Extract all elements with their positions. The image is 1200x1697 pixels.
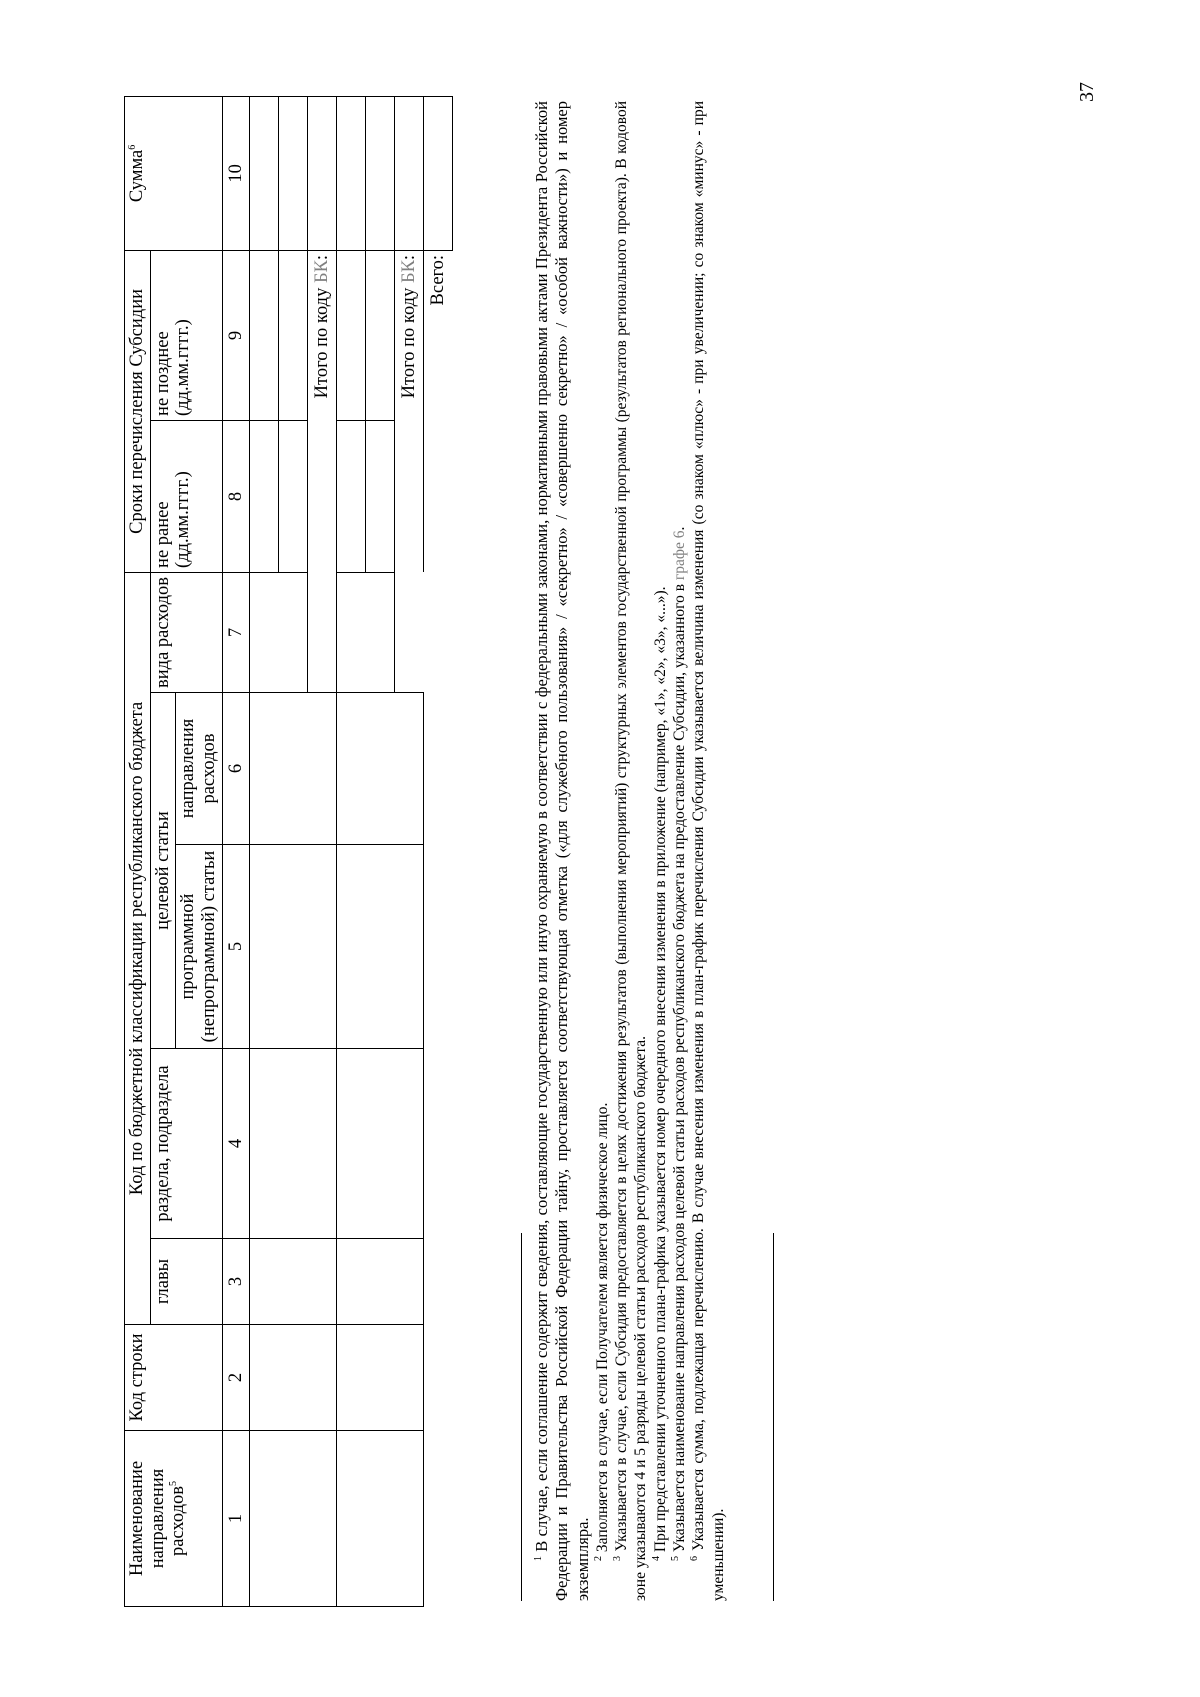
column-number-9: 9: [222, 250, 249, 420]
chapter-cell: [249, 1239, 336, 1325]
footnote-separator: [521, 1233, 522, 1601]
table-row: [249, 96, 278, 1606]
column-number-3: 3: [222, 1239, 249, 1325]
column-number-10: 10: [222, 96, 249, 250]
header-not-earlier: не ранее (дд.мм.гггг.): [150, 420, 222, 572]
subtotal-sum-cell: [307, 96, 336, 250]
date-from-cell: [365, 420, 394, 572]
sum-cell: [278, 96, 307, 250]
footnote-end-line: [773, 1233, 774, 1601]
date-to-cell: [278, 250, 307, 420]
expense-type-cell: [249, 572, 307, 692]
program-cell: [249, 845, 336, 1049]
subtotal-label: Итого по коду БК:: [394, 250, 423, 572]
header-program-article: программной (непрограммной) статьи: [176, 845, 222, 1049]
column-number-4: 4: [222, 1049, 249, 1239]
sum-cell: [336, 96, 365, 250]
date-to-cell: [336, 250, 365, 420]
subtotal-sum-cell: [394, 96, 423, 250]
date-to-cell: [365, 250, 394, 420]
footnote-1: $^1$ В случае, если соглашение содержит сведения, составляющие государственную или иную охраняемую в соответствии с федеральными законами, нормативными правовыми актами Президента Российской Федерации и Правительства Российской Федерации тайну, проставляется соответствующая отметка («для служебного пользования» / «секретно» / «совершенно секретно» / «особой важности») и номер экземпляра.: [532, 100, 592, 1601]
direction-cell: [336, 1431, 423, 1607]
header-expense-type: вида расходов: [150, 572, 222, 692]
schedule-table: [124, 96, 453, 1607]
footnote-2: $^2$ Заполняется в случае, если Получателем является физическое лицо.: [592, 1102, 611, 1561]
chapter-cell: [336, 1239, 423, 1325]
line-code-cell: [336, 1325, 423, 1431]
section-cell: [336, 1049, 423, 1239]
sum-cell: [249, 96, 278, 250]
footnote-3: $^3$ Указывается в случае, если Субсидия предоставляется в целях достижения результатов (выполнения мероприятий) структурных элементов государственной программы (результатов регионального проекта). В кодовой зоне указываются 4 и 5 разряды целевой статьи расходов республиканского бюджета.: [612, 100, 650, 1601]
header-direction-name: Наименование направления расходов$^5$: [125, 1431, 223, 1607]
expense-direction-cell: [336, 693, 423, 845]
column-number-8: 8: [222, 420, 249, 572]
header-transfer-dates-group: Сроки перечисления Субсидии: [125, 250, 151, 572]
program-cell: [336, 845, 423, 1049]
date-from-cell: [249, 420, 278, 572]
date-from-cell: [336, 420, 365, 572]
line-code-cell: [249, 1325, 336, 1431]
direction-cell: [249, 1431, 336, 1607]
table-row: [336, 96, 365, 1606]
expense-type-cell: [336, 572, 394, 692]
header-not-later: не позднее (дд.мм.гггг.): [150, 250, 222, 420]
date-to-cell: [249, 250, 278, 420]
grand-total-label: Всего:: [427, 254, 448, 306]
header-bk-code-group: Код по бюджетной классификации республиканского бюджета: [125, 572, 151, 1324]
sum-cell: [365, 96, 394, 250]
footnote-4: $^4$ При представлении уточненного плана-графика указывается номер очередного внесения изменения в приложение (например, «1», «2», «3», «...»).: [650, 586, 669, 1561]
column-number-6: 6: [222, 693, 249, 845]
date-from-cell: [278, 420, 307, 572]
header-expense-direction: направления расходов: [176, 693, 222, 845]
footnote-6: $^6$ Указывается сумма, подлежащая перечислению. В случае внесения изменения в план-график перечисления Субсидии указывается величина изменения (со знаком «плюс» - при увеличении; со знаком «минус» - при уменьшении).: [689, 100, 727, 1601]
header-target-article-group: целевой статьи: [150, 693, 176, 1049]
footnotes: [532, 101, 728, 1601]
header-sum: Сумма$^6$: [125, 96, 223, 250]
expense-direction-cell: [249, 693, 336, 845]
column-number-5: 5: [222, 845, 249, 1049]
section-cell: [249, 1049, 336, 1239]
page-number: 37: [1076, 82, 1098, 102]
header-section: раздела, подраздела: [150, 1049, 222, 1239]
column-number-2: 2: [222, 1325, 249, 1431]
grand-total-row: [423, 96, 452, 1606]
grand-total-sum-cell: [423, 96, 452, 250]
column-number-1: 1: [222, 1431, 249, 1607]
column-number-7: 7: [222, 572, 249, 692]
header-line-code: Код строки: [125, 1325, 223, 1431]
column-6-link[interactable]: графе 6: [671, 530, 689, 581]
footnote-5: $^5$ Указывается наименование направления расходов целевой статьи расходов республиканского бюджета на предоставление Субсидии, указанного в графе 6.: [669, 526, 689, 1561]
subtotal-label: Итого по коду БК:: [307, 250, 336, 572]
header-chapter: главы: [150, 1239, 222, 1325]
